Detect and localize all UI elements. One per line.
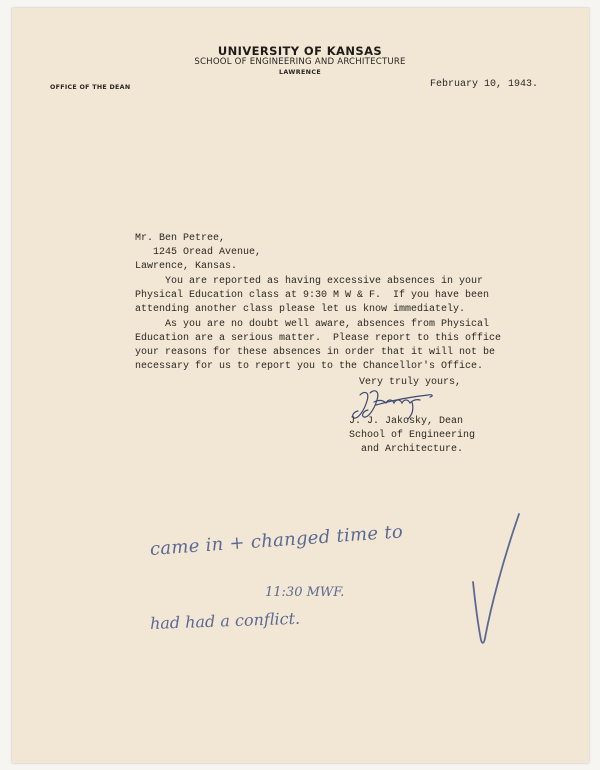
body-paragraph-1 <box>135 275 489 317</box>
signer-school: School of Engineering <box>349 430 476 441</box>
body-line: As you are no doubt well aware, absences from Physical <box>135 319 490 330</box>
letter-date: February 10, 1943. <box>430 79 539 90</box>
letterhead-office: OFFICE OF THE DEAN <box>50 84 131 91</box>
signature-block <box>349 415 475 457</box>
recipient-name: Mr. Ben Petree, <box>135 233 226 244</box>
body-line: your reasons for these absences in order that it will not be <box>135 347 496 358</box>
handwritten-note-line-2: 11:30 MWF. <box>265 585 345 600</box>
letterhead-university: UNIVERSITY OF KANSAS <box>217 44 383 58</box>
handwritten-note-line-1: came in + changed time to <box>149 521 404 560</box>
body-line: You are reported as having excessive absences in your <box>135 276 484 287</box>
letterhead-school: SCHOOL OF ENGINEERING AND ARCHITECTURE <box>194 57 406 67</box>
body-line: necessary for us to report you to the Chancellor's Office. <box>135 361 484 372</box>
closing: Very truly yours, <box>359 377 462 388</box>
signer-name: J. J. Jakosky, Dean <box>349 416 464 427</box>
recipient-street: 1245 Oread Avenue, <box>153 247 262 258</box>
body-line: Education are a serious matter. Please report to this office <box>135 333 502 344</box>
recipient-address <box>135 232 261 274</box>
recipient-city: Lawrence, Kansas. <box>135 261 238 272</box>
body-line: Physical Education class at 9:30 M W & F. If you have been <box>135 290 490 301</box>
handwritten-note-line-3: had had a conflict. <box>149 608 301 633</box>
body-paragraph-2 <box>135 318 501 374</box>
checkmark-icon <box>465 510 525 650</box>
signer-school-cont: and Architecture. <box>349 444 464 455</box>
body-line: attending another class please let us know immediately. <box>135 304 466 315</box>
letterhead-city: LAWRENCE <box>278 69 322 76</box>
